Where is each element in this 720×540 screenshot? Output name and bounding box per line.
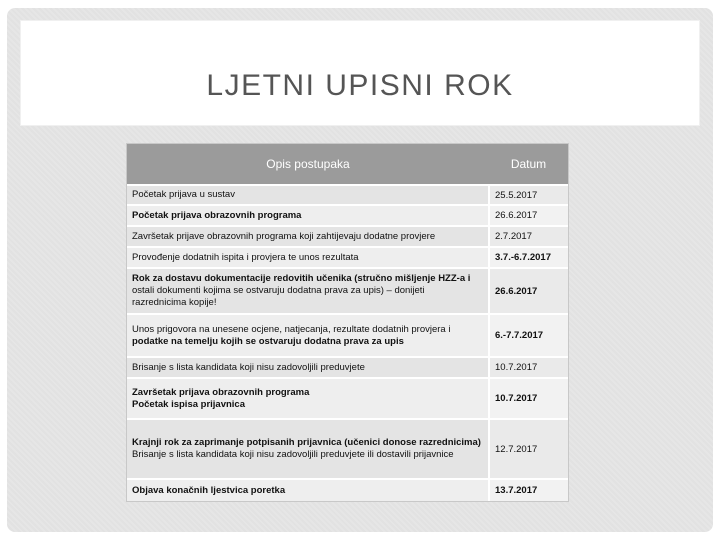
table-row [127,185,568,205]
description-line: Početak prijava obrazovnih programa [132,209,302,221]
description-line: Završetak prijave obrazovnih programa koji zahtijevaju dodatne provjere [132,230,436,242]
description-line: podatke na temelju kojih se ostvaruju dodatna prava za upis [132,335,404,347]
table-row [127,357,568,378]
table-row [127,378,568,419]
row-description [127,378,489,419]
row-date: 10.7.2017 [489,378,568,419]
title-box [21,21,699,125]
schedule-table [126,143,569,502]
table-row [127,268,568,314]
row-description [127,357,489,378]
row-date: 12.7.2017 [489,419,568,479]
description-line: Brisanje s lista kandidata koji nisu zadovoljili preduvjete ili dostavili prijavnice [132,449,454,460]
row-date: 25.5.2017 [489,185,568,205]
header-description: Opis postupaka [127,144,489,185]
table-header-row [127,144,568,185]
table-row [127,314,568,357]
row-description [127,185,489,205]
row-date: 26.6.2017 [489,205,568,226]
row-date: 2.7.2017 [489,226,568,247]
description-line: Brisanje s lista kandidata koji nisu zadovoljili preduvjete [132,361,365,373]
description-line: Početak ispisa prijavnica [132,398,246,410]
table-row [127,226,568,247]
description-line: Objava konačnih ljestvica poretka [132,484,286,496]
slide-title: LJETNI UPISNI ROK [206,69,514,102]
description-line: Krajnji rok za zaprimanje potpisanih prijavnica (učenici donose razrednicima) [132,437,481,448]
row-description [127,205,489,226]
table-row [127,247,568,268]
description-line: Završetak prijava obrazovnih programa [132,386,310,398]
row-date: 10.7.2017 [489,357,568,378]
row-description [127,247,489,268]
row-description [127,479,489,501]
row-date: 26.6.2017 [489,268,568,314]
table-row [127,419,568,479]
description-line: Rok za dostavu dokumentacije redovitih učenika (stručno mišljenje HZZ-a i [132,273,471,284]
header-date: Datum [489,144,568,185]
description-line: razrednicima kopije! [132,297,217,308]
description-line: Unos prigovora na unesene ocjene, natjecanja, rezultate dodatnih provjera i [132,323,451,335]
row-date: 13.7.2017 [489,479,568,501]
row-date: 6.-7.7.2017 [489,314,568,357]
table-row [127,479,568,501]
row-description [127,419,489,479]
row-description [127,314,489,357]
description-line: Provođenje dodatnih ispita i provjera te unos rezultata [132,251,359,263]
description-line: Početak prijava u sustav [132,189,235,200]
row-description [127,226,489,247]
row-date: 3.7.-6.7.2017 [489,247,568,268]
description-line: ostali dokumenti kojima se ostvaruju dodatna prava za upis) – donijeti [132,285,425,296]
table-row [127,205,568,226]
row-description [127,268,489,314]
